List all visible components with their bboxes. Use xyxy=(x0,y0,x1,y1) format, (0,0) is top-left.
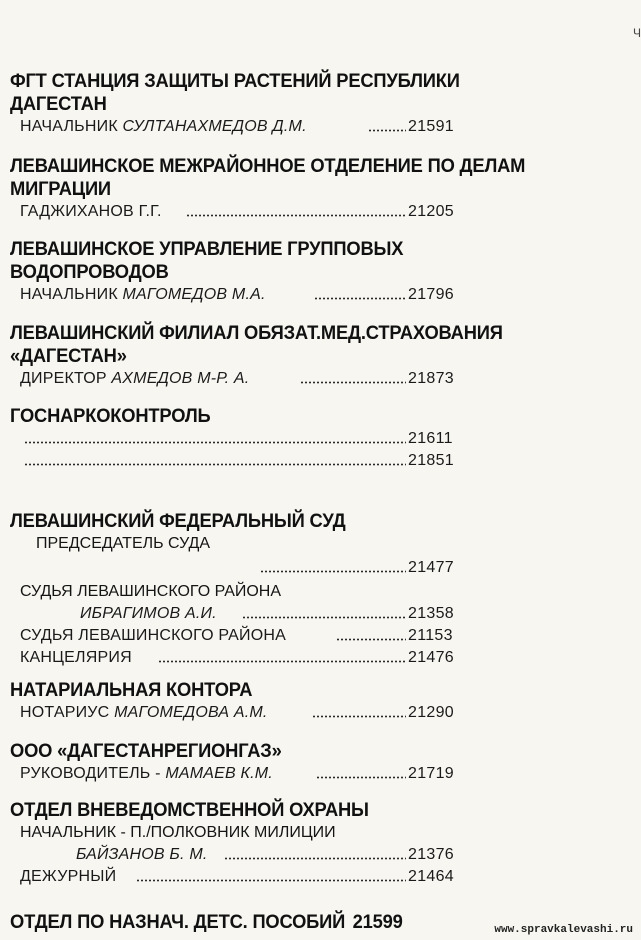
leader-dots xyxy=(186,214,406,217)
org-title: ГОСНАРКОКОНТРОЛЬ xyxy=(10,405,211,427)
contact-row xyxy=(10,450,610,472)
phone-number: 21358 xyxy=(408,605,454,622)
phone-number: 21476 xyxy=(408,649,454,666)
contact-row xyxy=(10,844,610,866)
role-label: НАЧАЛЬНИК xyxy=(20,286,123,303)
person-name: СУЛТАНАХМЕДОВ Д.М. xyxy=(122,118,307,135)
judge-label-row xyxy=(10,581,610,603)
role-label: РУКОВОДИТЕЛЬ - xyxy=(20,765,166,782)
phone-number: 21477 xyxy=(408,559,454,576)
org-title: ЛЕВАШИНСКИЙ ФИЛИАЛ ОБЯЗАТ.МЕД.СТРАХОВАНИЯ xyxy=(10,322,503,344)
chairman-label-row xyxy=(10,533,610,555)
section-notary xyxy=(10,679,610,724)
phone-number: 21464 xyxy=(408,868,454,885)
org-title-cont: ВОДОПРОВОДОВ xyxy=(10,261,169,283)
org-title: ФГТ СТАНЦИЯ ЗАЩИТЫ РАСТЕНИЙ РЕСПУБЛИКИ xyxy=(10,70,460,92)
org-title-cont: МИГРАЦИИ xyxy=(10,178,111,200)
org-title-text: ОТДЕЛ ПО НАЗНАЧ. ДЕТС. ПОСОБИЙ xyxy=(10,911,346,933)
leader-dots xyxy=(224,857,406,860)
org-title: ОТДЕЛ ВНЕВЕДОМСТВЕННОЙ ОХРАНЫ xyxy=(10,799,369,821)
contact-row xyxy=(10,557,610,579)
role-label: ПРЕДСЕДАТЕЛЬ СУДА xyxy=(36,535,211,552)
phone-number: 21611 xyxy=(408,430,453,447)
contact-row xyxy=(10,763,610,785)
section-federal-court xyxy=(10,510,610,669)
contact-row xyxy=(10,647,610,669)
leader-dots xyxy=(242,616,406,619)
person-name: МАГОМЕДОВ М.А. xyxy=(122,286,266,303)
role-label: НАЧАЛЬНИК - П./ПОЛКОВНИК МИЛИЦИИ xyxy=(20,824,336,841)
phone-number: 21290 xyxy=(408,704,454,721)
phone-number: 21376 xyxy=(408,846,454,863)
leader-dots xyxy=(314,297,406,300)
phone-number: 21796 xyxy=(408,286,454,303)
contact-row xyxy=(10,866,610,888)
org-title-cont: «ДАГЕСТАН» xyxy=(10,345,127,367)
phone-number: 21599 xyxy=(352,911,403,933)
org-title: ООО «ДАГЕСТАНРЕГИОНГАЗ» xyxy=(10,740,282,762)
phone-number: 21873 xyxy=(408,370,454,387)
role-label: СУДЬЯ ЛЕВАШИНСКОГО РАЙОНА xyxy=(20,627,287,644)
org-title: ЛЕВАШИНСКИЙ ФЕДЕРАЛЬНЫЙ СУД xyxy=(10,510,346,532)
website-url: www.spravkalevashi.ru xyxy=(494,924,633,936)
leader-dots xyxy=(368,129,406,132)
leader-dots xyxy=(312,715,406,718)
section-security-guard xyxy=(10,799,610,888)
person-name: МАГОМЕДОВА А.М. xyxy=(114,704,268,721)
contact-row xyxy=(10,201,610,223)
phone-number: 21851 xyxy=(408,452,454,469)
person-name: ИБРАГИМОВ А.И. xyxy=(80,605,217,622)
org-title xyxy=(10,911,574,934)
section-med-insurance xyxy=(10,322,610,390)
phone-number: 21591 xyxy=(408,118,454,135)
leader-dots xyxy=(24,441,406,444)
leader-dots xyxy=(136,879,406,882)
org-title: ЛЕВАШИНСКОЕ МЕЖРАЙОННОЕ ОТДЕЛЕНИЕ ПО ДЕЛАМ xyxy=(10,155,526,177)
role-label: ДЕЖУРНЫЙ xyxy=(20,868,117,885)
head-label-row xyxy=(10,822,610,844)
section-water-supply xyxy=(10,238,610,306)
leader-dots xyxy=(158,660,406,663)
phone-number: 21153 xyxy=(408,627,453,644)
role-label: НАЧАЛЬНИК xyxy=(20,118,123,135)
person-name: АХМЕДОВ М-Р. А. xyxy=(111,370,250,387)
leader-dots xyxy=(300,381,406,384)
contact-row xyxy=(10,625,610,647)
section-drug-control xyxy=(10,405,610,472)
person-name: ГАДЖИХАНОВ Г.Г. xyxy=(20,203,162,220)
leader-dots xyxy=(316,776,406,779)
phone-number: 21205 xyxy=(408,203,454,220)
phone-number: 21719 xyxy=(408,765,454,782)
org-title: НАТАРИАЛЬНАЯ КОНТОРА xyxy=(10,679,253,701)
role-label: КАНЦЕЛЯРИЯ xyxy=(20,649,132,666)
leader-dots xyxy=(336,638,406,641)
person-name: МАМАЕВ К.М. xyxy=(165,765,273,782)
role-label: СУДЬЯ ЛЕВАШИНСКОГО РАЙОНА xyxy=(20,583,282,600)
contact-row xyxy=(10,603,610,625)
contact-row xyxy=(10,116,610,138)
org-title-cont: ДАГЕСТАН xyxy=(10,93,107,115)
leader-dots xyxy=(260,570,406,573)
leader-dots xyxy=(24,463,406,466)
role-label: ДИРЕКТОР xyxy=(20,370,112,387)
contact-row xyxy=(10,702,610,724)
section-regiongaz xyxy=(10,740,610,785)
section-migration xyxy=(10,155,610,223)
edge-mark: Ч xyxy=(633,26,641,40)
contact-row xyxy=(10,284,610,306)
person-name: БАЙЗАНОВ Б. М. xyxy=(76,846,208,863)
section-fgt-station xyxy=(10,70,610,138)
org-title: ЛЕВАШИНСКОЕ УПРАВЛЕНИЕ ГРУППОВЫХ xyxy=(10,238,404,260)
contact-row xyxy=(10,428,610,450)
role-label: НОТАРИУС xyxy=(20,704,115,721)
contact-row xyxy=(10,368,610,390)
